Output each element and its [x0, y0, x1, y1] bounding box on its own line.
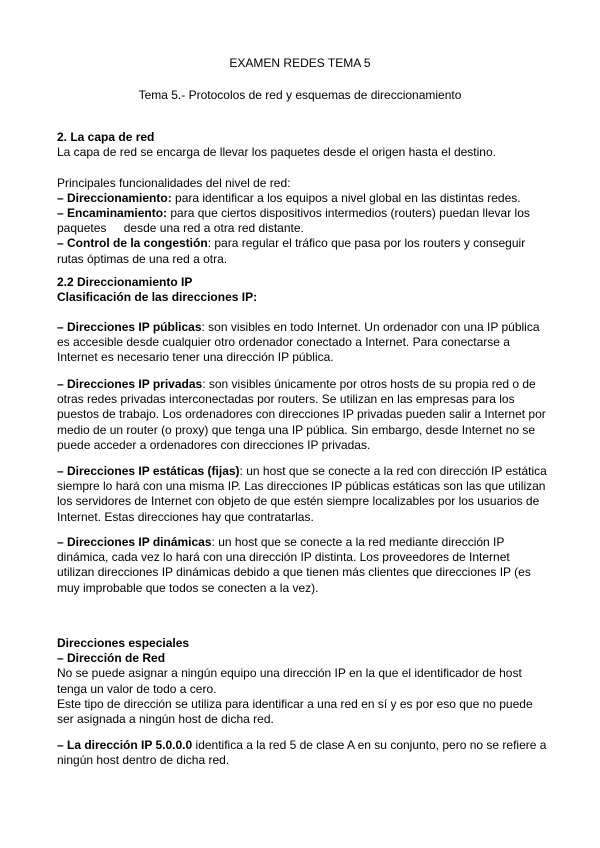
section-direcciones-especiales — [57, 636, 547, 727]
term: – La dirección IP 5.0.0.0 — [57, 738, 193, 752]
term: – Direcciones IP privadas — [57, 377, 203, 391]
paragraph: No se puede asignar a ningún equipo una dirección IP en la que el identificador de host tenga un valor de todo a cero. — [57, 666, 522, 696]
document-subtitle: Tema 5.- Protocolos de red y esquemas de direccionamiento — [138, 88, 462, 102]
paragraph: Principales funcionalidades del nivel de red: — [57, 175, 291, 190]
section-heading: Direcciones especiales — [57, 636, 190, 650]
paragraph: Este tipo de dirección se utiliza para identificar a una red en sí y es por eso que no puede ser asignada a ningún host de dicha red. — [57, 696, 533, 727]
paragraph-direccion-5000 — [57, 738, 547, 768]
paragraph-ip-publicas — [57, 320, 547, 366]
document-title: EXAMEN REDES TEMA 5 — [229, 56, 371, 70]
definition: para que ciertos dispositivos intermedios (routers) puedan llevar los paquetes — [57, 206, 530, 236]
list-item — [57, 206, 547, 236]
definition: : son visibles en todo Internet. Un ordenador con una IP pública es accesible desde cualquier otro ordenador conectado a Internet. Para conectarse a Internet es necesario tener una dirección IP pública. — [57, 320, 540, 365]
definition: : son visibles únicamente por otros hosts de su propia red o de otras redes privadas interconectadas por routers. Se utilizan en las empresas para los puestos de trabajo. Los ordenadores con direcciones IP privadas pueden salir a Internet por medio de un router (o proxy) que tenga una IP pública. Sin embargo, desde Internet no se puede acceder a ordenadores con direcciones IP privadas. — [57, 377, 546, 452]
section-capa-de-red — [57, 130, 547, 267]
section-heading: 2.2 Direccionamiento IP — [57, 275, 193, 289]
section-subheading: – Dirección de Red — [57, 651, 166, 666]
paragraph-ip-estaticas — [57, 464, 547, 525]
term: – Direccionamiento: — [57, 190, 172, 205]
section-heading: 2. La capa de red — [57, 130, 155, 144]
paragraph-ip-dinamicas — [57, 535, 547, 596]
term: – Control de la congestión — [57, 236, 208, 251]
term: – Direcciones IP públicas — [57, 320, 202, 334]
section-direccionamiento-ip — [57, 275, 547, 305]
term: – Encaminamiento: — [57, 206, 168, 221]
definition: para identificar a los equipos a nivel global en las distintas redes. — [171, 190, 521, 205]
definition: identifica a la red 5 de clase A en su conjunto, pero no se refiere a ningún host dentro de dicha red. — [57, 738, 547, 768]
paragraph: La capa de red se encarga de llevar los paquetes desde el origen hasta el destino. — [57, 145, 496, 160]
definition: desde una red a otra red distante. — [123, 221, 304, 236]
term: – Direcciones IP dinámicas — [57, 535, 212, 549]
list-item — [57, 191, 547, 206]
definition: : para regular el tráfico que pasa por los routers y conseguir rutas óptimas de una red a otra. — [57, 236, 526, 266]
section-subheading: Clasificación de las direcciones IP: — [57, 290, 258, 305]
term: – Direcciones IP estáticas (fijas) — [57, 464, 240, 478]
definition: : un host que se conecte a la red con dirección IP estática siempre lo hará con una misma IP. Las direcciones IP públicas estáticas son las que utilizan los servidores de Internet con objeto de que estén siempre localizables por los usuarios de Internet. Estas direcciones hay que contratarlas. — [57, 464, 547, 524]
paragraph-ip-privadas — [57, 377, 547, 453]
definition: : un host que se conecte a la red mediante dirección IP dinámica, cada vez lo hará con una dirección IP distinta. Los proveedores de Internet utilizan direcciones IP dinámicas debido a que tienen más clientes que direcciones IP (es muy improbable que todos se conecten a la vez). — [57, 535, 531, 595]
list-item — [57, 236, 547, 266]
